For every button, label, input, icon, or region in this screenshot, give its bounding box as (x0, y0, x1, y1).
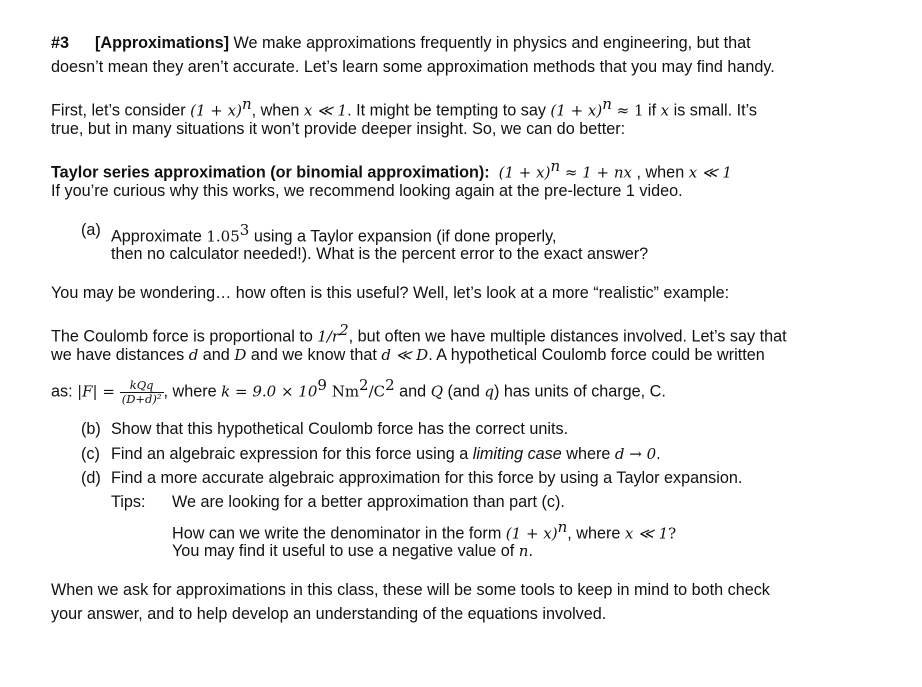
math: n (518, 542, 529, 560)
text: . (656, 445, 661, 463)
paragraph-first-line-2: true, but in many situations it won’t provide deeper insight. So, we can do better: (51, 120, 626, 138)
math: /C (368, 382, 386, 401)
math: |F| = (77, 382, 120, 401)
force-fraction (120, 379, 164, 406)
part-a-label: (a) (81, 221, 101, 239)
text: , where (163, 382, 222, 401)
text: . (528, 542, 533, 560)
math: d → 0 (614, 445, 657, 463)
emphasis: limiting case (472, 445, 562, 463)
text: and (394, 382, 431, 401)
text: (and (443, 382, 485, 401)
math-exponent: 2 (339, 321, 349, 339)
text: , when (632, 163, 689, 182)
problem-header-line (51, 32, 751, 54)
tip-3 (172, 540, 533, 562)
math: x ≪ 1 (688, 163, 732, 182)
text: . A hypothetical Coulomb force could be written (428, 346, 765, 364)
closing-line-2: your answer, and to help develop an understanding of the equations involved. (51, 605, 607, 623)
taylor-heading: Taylor series approximation (or binomial approximation): (51, 163, 490, 182)
text: . It might be tempting to say (347, 101, 551, 120)
wonder-line: You may be wondering… how often is this useful? Well, let’s look at a more “realistic” example: (51, 284, 730, 302)
math-exponent: n (602, 95, 612, 113)
text: , but often we have multiple distances involved. Let’s say that (348, 327, 787, 346)
math: (1 + x) (190, 101, 242, 120)
part-b-text: Show that this hypothetical Coulomb force has the correct units. (111, 420, 569, 438)
math: d ≪ D (381, 346, 429, 364)
tip-1: We are looking for a better approximation than part (c). (172, 493, 565, 511)
math: x ≪ 1 (624, 524, 669, 543)
part-c-text (111, 443, 661, 465)
problem-tag: [Approximations] (95, 34, 230, 52)
math: ≈ 1 (611, 101, 644, 120)
part-d-text: Find a more accurate algebraic approximation for this force by using a Taylor expansion. (111, 469, 743, 487)
problem-number: #3 (51, 34, 70, 52)
math-exponent: 3 (239, 221, 250, 239)
fraction-numerator: kQq (120, 379, 164, 393)
text: using a Taylor expansion (if done properly, (249, 227, 557, 246)
closing-line-1: When we ask for approximations in this class, these will be some tools to keep in mind to both check (51, 581, 770, 599)
math: Q (430, 382, 443, 401)
part-d-label: (d) (81, 469, 101, 487)
text: if (643, 101, 661, 120)
text: ) has units of charge, C. (494, 382, 666, 401)
text: Approximate (111, 227, 207, 246)
math: ? (668, 524, 677, 543)
text: You may find it useful to use a negative value of (172, 542, 519, 560)
text: we have distances (51, 346, 189, 364)
math: D (234, 346, 247, 364)
part-c-label: (c) (81, 445, 100, 463)
tips-label: Tips: (111, 493, 146, 511)
math: k = 9.0 × 10 (221, 382, 318, 401)
math: q (484, 382, 495, 401)
math-exponent: 2 (385, 376, 395, 394)
text: as: (51, 382, 78, 401)
math: x (660, 101, 670, 120)
text: , where (567, 524, 625, 543)
math-exponent: n (557, 518, 568, 536)
text: , when (251, 101, 304, 120)
math: (1 + x) (550, 101, 603, 120)
math: x ≪ 1 (303, 101, 348, 120)
text: is small. It’s (669, 101, 757, 120)
fraction-denominator: (D+d)² (121, 391, 162, 406)
math: d (188, 346, 199, 364)
text: First, let’s consider (51, 101, 191, 120)
math-exponent: n (550, 157, 561, 175)
intro-text: We make approximations frequently in physics and engineering, but that (229, 34, 751, 52)
coulomb-line-3 (51, 372, 666, 406)
intro-line-2: doesn’t mean they aren’t accurate. Let’s learn some approximation methods that you may find handy. (51, 58, 775, 76)
part-a-line-2: then no calculator needed!). What is the percent error to the exact answer? (111, 245, 649, 263)
math: (1 + x) (505, 524, 558, 543)
text: Find an algebraic expression for this force using a (111, 445, 473, 463)
math-exponent: n (241, 95, 252, 113)
text: How can we write the denominator in the form (172, 524, 506, 543)
math-exponent: 2 (359, 376, 369, 394)
taylor-line-2: If you’re curious why this works, we recommend looking again at the pre-lecture 1 video. (51, 182, 683, 200)
math: ≈ 1 + nx (560, 163, 632, 182)
math-exponent: 9 (317, 376, 327, 394)
math: 1.05 (206, 227, 240, 246)
text: where (561, 445, 615, 463)
text: The Coulomb force is proportional to (51, 327, 318, 346)
math: 1/r (317, 327, 340, 346)
text: and (198, 346, 235, 364)
math: (1 + x) (498, 163, 551, 182)
coulomb-line-2 (51, 344, 765, 366)
text: and we know that (246, 346, 382, 364)
math: Nm (326, 382, 360, 401)
part-b-label: (b) (81, 420, 101, 438)
